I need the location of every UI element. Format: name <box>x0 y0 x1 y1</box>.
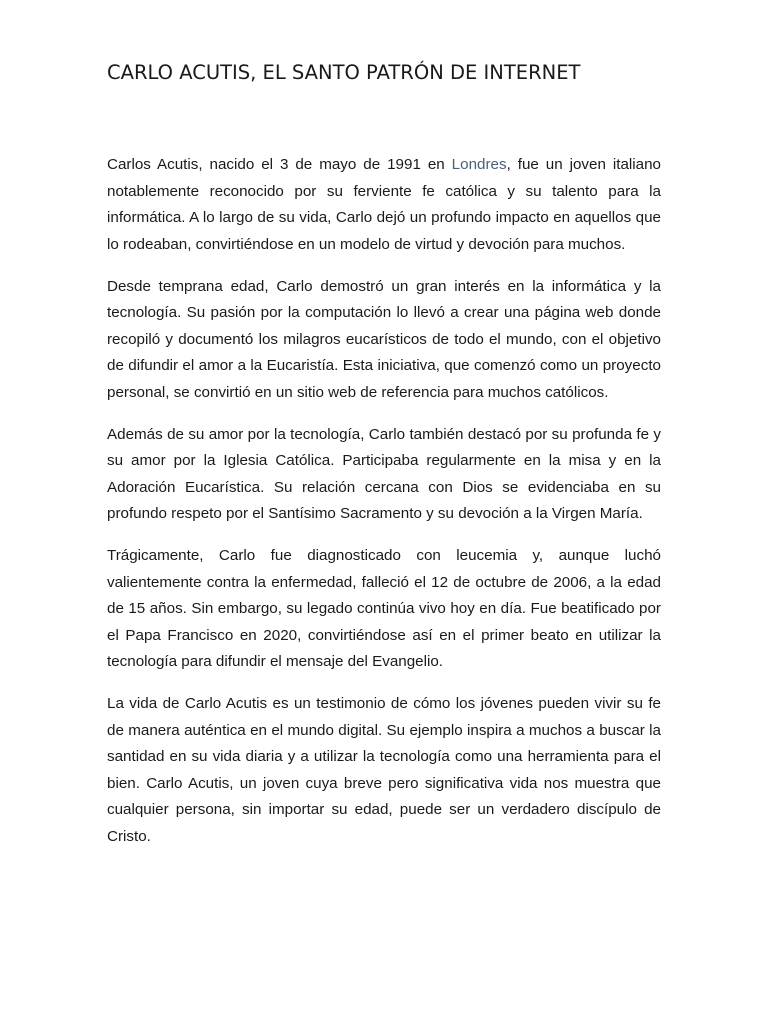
paragraph-3: Además de su amor por la tecnología, Carlo también destacó por su profunda fe y su amor por la Iglesia Católica. Participaba regularmente en la misa y en la Adoración Eucarística. Su relación cercana con Dios se evidenciaba en su profundo respeto por el Santísimo Sacramento y su devoción a la Virgen María. <box>107 425 661 522</box>
londres-link[interactable]: Londres <box>451 156 507 173</box>
paragraph-1-rest: , fue un joven italiano notablemente reconocido por su ferviente fe católica y su talento para la informática. A lo largo de su vida, Carlo dejó un profundo impacto en aquellos que lo rodeaban, convirtiéndose en un modelo de virtud y devoción para muchos. <box>107 156 661 253</box>
paragraph-1-intro: Carlos Acutis, nacido el 3 de mayo de 1991 en <box>107 156 452 173</box>
document-title: CARLO ACUTIS, EL SANTO PATRÓN DE INTERNET <box>107 61 581 84</box>
paragraph-5: La vida de Carlo Acutis es un testimonio de cómo los jóvenes pueden vivir su fe de manera auténtica en el mundo digital. Su ejemplo inspira a muchos a buscar la santidad en su vida diaria y a utilizar la tecnología como una herramienta para el bien. Carlo Acutis, un joven cuya breve pero significativa vida nos muestra que cualquier persona, sin importar su edad, puede ser un verdadero discípulo de Cristo. <box>107 695 661 845</box>
document-body <box>107 152 661 866</box>
paragraph-4: Trágicamente, Carlo fue diagnosticado con leucemia y, aunque luchó valientemente contra la enfermedad, falleció el 12 de octubre de 2006, a la edad de 15 años. Sin embargo, su legado continúa vivo hoy en día. Fue beatificado por el Papa Francisco en 2020, convirtiéndose así en el primer beato en utilizar la tecnología para difundir el mensaje del Evangelio. <box>107 547 661 670</box>
paragraph-2: Desde temprana edad, Carlo demostró un gran interés en la informática y la tecnología. Su pasión por la computación lo llevó a crear una página web donde recopiló y documentó los milagros eucarísticos de todo el mundo, con el objetivo de difundir el amor a la Eucaristía. Esta iniciativa, que comenzó como un proyecto personal, se convirtió en un sitio web de referencia para muchos católicos. <box>107 277 661 401</box>
paragraph-1 <box>107 152 661 258</box>
